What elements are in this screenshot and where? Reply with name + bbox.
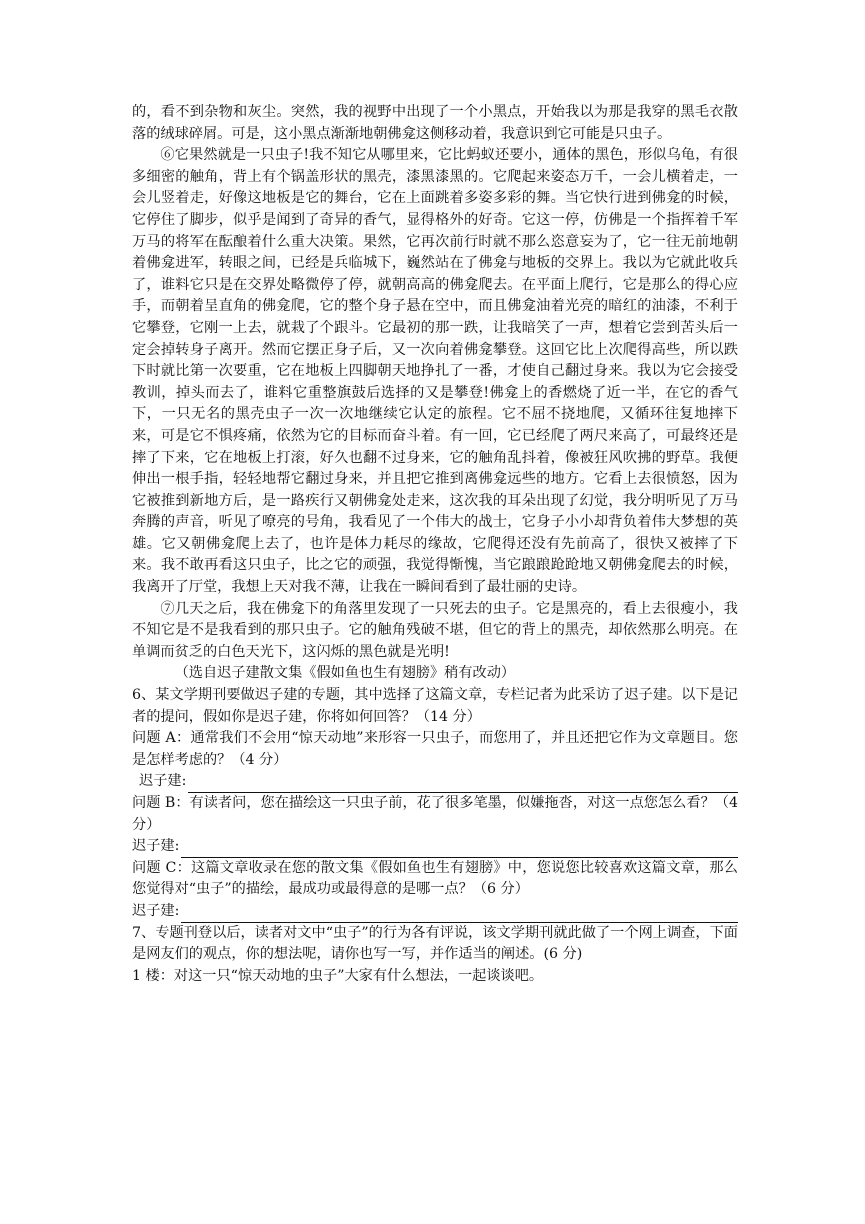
question-6-a: 问题 A：通常我们不会用“惊天动地”来形容一只虫子，而您用了，并且还把它作为文章题目。您是怎样考虑的？（4 分） (132, 730, 738, 768)
passage-paragraph-continued: 的，看不到杂物和灰尘。突然，我的视野中出现了一个小黑点，开始我以为那是我穿的黑毛衣散落的绒球碎屑。可是，这小黑点渐渐地朝佛龛这侧移动着，我意识到它可能是只虫子。 (132, 104, 738, 142)
question-6-c: 问题 C：这篇文章收录在您的散文集《假如鱼也生有翅膀》中，您说您比较喜欢这篇文章，那么您觉得对“虫子”的描绘，最成功或最得意的是哪一点？（6 分） (132, 859, 738, 898)
question-6-b: 问题 B：有读者问，您在描绘这一只虫子前，花了很多笔墨，似嫌拖沓，对这一点您怎么看？（4 分） (132, 795, 738, 833)
answer-c-blank[interactable] (181, 906, 738, 923)
passage-paragraph-6: ⑥它果然就是一只虫子!我不知它从哪里来，它比蚂蚁还要小，通体的黑色，形似乌龟，有很多细密的触角，背上有个锅盖形状的黑壳，漆黑漆黑的。它爬起来姿态万千，一会儿横着走，一会儿竖着走，好像这地板是它的舞台，它在上面跳着多姿多彩的舞。当它快行进到佛龛的时候，它停住了脚步，似乎是闻到了奇异的香气，显得格外的好奇。它这一停，仿佛是一个指挥着千军万马的将军在酝酿着什么重大决策。果然，它再次前行时就不那么恣意妄为了，它一往无前地朝着佛龛进军，转眼之间，已经是兵临城下，巍然站在了佛龛与地板的交界上。我以为它就此收兵了，谁料它只是在交界处略微停了停，就朝高高的佛龛爬去。在平面上爬行，它是那么的得心应手，而朝着呈直角的佛龛爬，它的整个身子悬在空中，而且佛龛油着光亮的暗红的油漆，不利于它攀登，它刚一上去，就栽了个跟斗。它最初的那一跌，让我暗笑了一声，想着它尝到苦头后一定会掉转身子离开。然而它摆正身子后，又一次向着佛龛攀登。这回它比上次爬得高些，所以跌下时就比第一次要重，它在地板上四脚朝天地挣扎了一番，才使自己翻过身来。我以为它会接受教训，掉头而去了，谁料它重整旗鼓后选择的又是攀登!佛龛上的香燃烧了近一半，在它的香气下，一只无名的黑壳虫子一次一次地继续它认定的旅程。它不屈不挠地爬，又循环往复地摔下来，可是它不惧疼痛，依然为它的目标而奋斗着。有一回，它已经爬了两尺来高了，可最终还是摔了下来，它在地板上打滚，好久也翻不过身来，它的触角乱抖着，像被狂风吹拂的野草。我便伸出一根手指，轻轻地帮它翻过身来，并且把它推到离佛龛远些的地方。它看上去很愤怒，因为它被推到新地方后，是一路疾行又朝佛龛处走来，这次我的耳朵出现了幻觉，我分明听见了万马奔腾的声音，听见了嘹亮的号角，我看见了一个伟大的战士，它身子小小却背负着伟大梦想的英雄。它又朝佛龛爬上去了，也许是体力耗尽的缘故，它爬得还没有先前高了，很快又被摔了下来。我不敢再看这只虫子，比之它的顽强，我觉得惭愧，当它踉踉跄跄地又朝佛龛爬去的时候，我离开了厅堂，我想上天对我不薄，让我在一瞬间看到了最壮丽的史诗。 (132, 147, 738, 596)
answer-b-blank[interactable] (181, 841, 738, 858)
answer-b-label: 迟子建: (132, 838, 180, 855)
page-content (132, 102, 738, 987)
answer-a-label: 迟子建: (139, 773, 187, 790)
question-6-stem: 6、某文学期刊要做迟子建的专题，其中选择了这篇文章，专栏记者为此采访了迟子建。以下是记者的提问，假如你是迟子建，你将如何回答？（14 分） (132, 687, 738, 725)
answer-c-label: 迟子建: (132, 902, 180, 919)
forum-floor-1: 1 楼：对这一只“惊天动地的虫子”大家有什么想法，一起谈谈吧。 (132, 967, 544, 984)
answer-a-blank[interactable] (188, 776, 738, 793)
question-7-stem: 7、专题刊登以后，读者对文中“虫子”的行为各有评说，该文学期刊就此做了一个网上调查，下面是网友们的观点，你的想法呢，请你也写一写，并作适当的阐述。(6 分) (132, 924, 738, 963)
passage-paragraph-7: ⑦几天之后，我在佛龛下的角落里发现了一只死去的虫子。它是黑亮的，看上去很瘦小，我不知它是不是我看到的那只虫子。它的触角残破不堪，但它的背上的黑壳，却依然那么明亮。在单调而贫乏的白色天光下，这闪烁的黑色就是光明! (132, 600, 738, 660)
answer-a-line[interactable] (132, 771, 738, 793)
answer-c-line[interactable] (132, 901, 738, 923)
answer-b-line[interactable] (132, 836, 738, 858)
passage-source: （选自迟子建散文集《假如鱼也生有翅膀》稍有改动） (174, 665, 516, 682)
